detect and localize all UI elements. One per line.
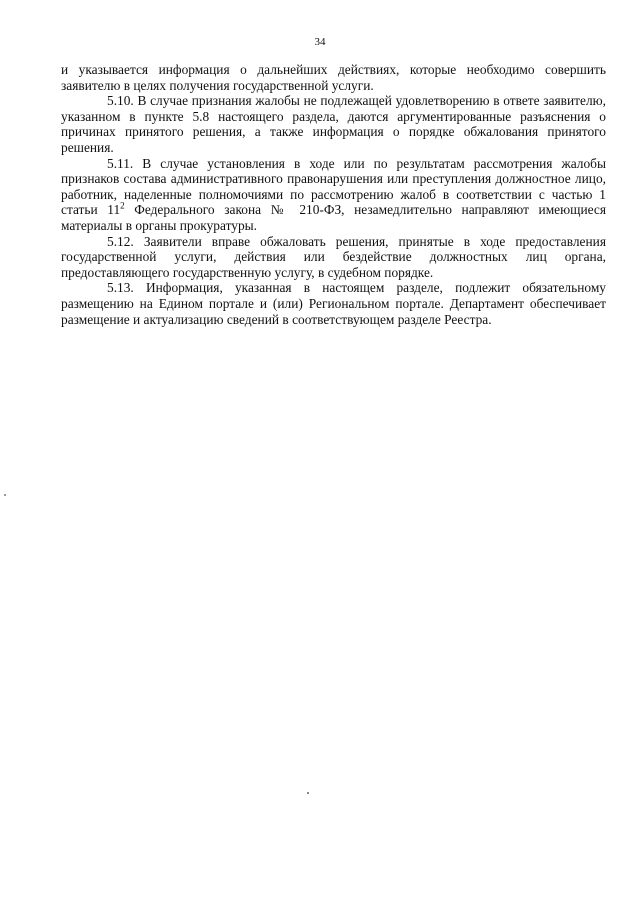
paragraph-5-12: 5.12. Заявители вправе обжаловать решения, принятые в ходе предоставления государственной услуги, действия или бездействие должностных лиц органа, предоставляющего государственную услугу, в судебном порядке.	[61, 233, 606, 280]
paragraph-5-11-text-end: Федерального закона № 210-ФЗ, незамедлительно направляют имеющиеся материалы в органы прокуратуры.	[61, 202, 606, 233]
paragraph-5-11	[61, 156, 606, 234]
scan-artifact-dot	[307, 792, 309, 794]
page-number: 34	[314, 36, 326, 48]
paragraph-continuation: и указывается информация о дальнейших действиях, которые необходимо совершить заявителю в целях получения государственной услуги.	[61, 62, 606, 93]
paragraph-5-13: 5.13. Информация, указанная в настоящем разделе, подлежит обязательному размещению на Едином портале и (или) Региональном портале. Департамент обеспечивает размещение и актуализацию сведений в соответствующем разделе Реестра.	[61, 280, 606, 327]
document-body	[61, 62, 606, 327]
paragraph-5-10: 5.10. В случае признания жалобы не подлежащей удовлетворению в ответе заявителю, указанном в пункте 5.8 настоящего раздела, даются аргументированные разъяснения о причинах принятого решения, а также информация о порядке обжалования принятого решения.	[61, 93, 606, 155]
paragraph-5-11-text-start: 5.11. В случае установления в ходе или по результатам рассмотрения жалобы признаков состава административного правонарушения или преступления должностное лицо, работник, наделенные полномочиями по рассмотрению жалоб в соответствии с частью 1 статьи 11	[61, 155, 606, 218]
scan-artifact-dot	[4, 494, 6, 496]
article-superscript: 2	[120, 200, 125, 211]
